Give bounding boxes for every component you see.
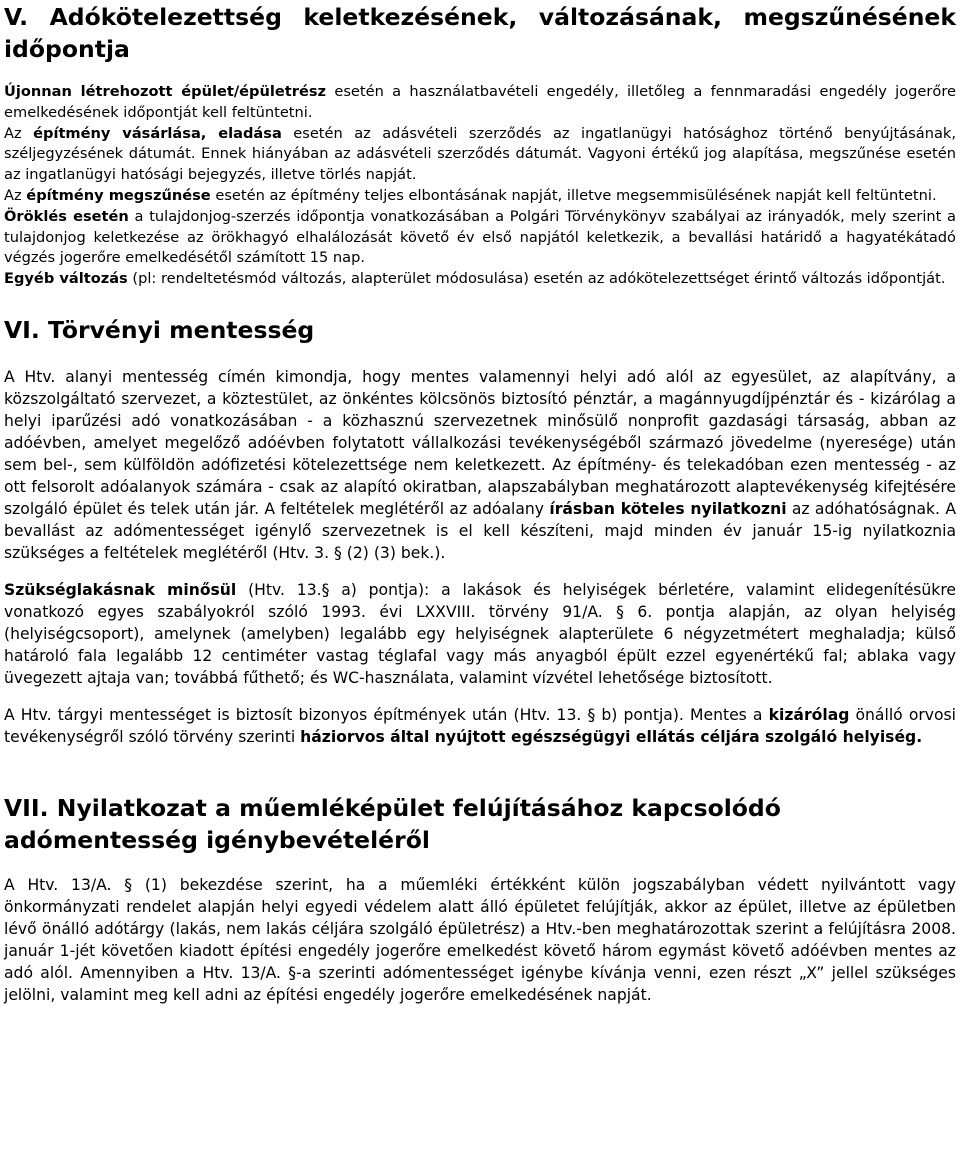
section-7-paragraph — [4, 874, 956, 1006]
bold-run: építmény vásárlása, eladása — [33, 124, 282, 142]
text-run: esetén az adásvételi szerződés az ingatlanügyi hatósághoz történő benyújtásának, széljegyzésének dátumát. Ennek hiányában az adásvételi szerződés dátumát. Vagyoni értékű jog alapítása, megszűnése esetén az ingatlanügyi hatósági bejegyzés, illetve törlés napját. — [4, 124, 956, 184]
section-5-body — [4, 82, 956, 290]
section-6-paragraph — [4, 579, 956, 689]
bold-run: írásban köteles nyilatkozni — [549, 499, 787, 518]
section-6-paragraph — [4, 704, 956, 748]
section-5-paragraph — [4, 186, 956, 207]
text-run: esetén a használatbavételi engedély, illetőleg a fennmaradási engedély jogerőre emelkedésének időpontját kell feltüntetni. — [4, 83, 956, 121]
section-5-paragraph — [4, 207, 956, 269]
section-6-title: VI. Törvényi mentesség — [4, 315, 315, 344]
bold-run: Egyéb változás — [4, 270, 128, 288]
paragraph-gap — [4, 689, 956, 704]
bold-run: kizárólag — [768, 705, 850, 724]
section-7-body — [4, 874, 956, 1006]
text-run: a tulajdonjog-szerzés időpontja vonatkozásában a Polgári Törvénykönyv szabályai az irányadók, mely szerint a tulajdonjog keletkezése az örökhagyó elhalálozását követő év első napjától keletkezik, a bevallási határidő a hagyatékátadó végzés jogerőre emelkedésétől számított 15 nap. — [4, 207, 957, 267]
bold-run: építmény megszűnése — [26, 186, 211, 204]
text-run: az adóhatóságnak. A bevallást az adómentességet igénylő szervezetnek is el kell készíteni, majd minden év január 15-ig nyilatkoznia szükséges a feltételek meglétéről (Htv. 3. § (2) (3) bek.). — [4, 499, 956, 562]
bold-run: Öröklés esetén — [4, 207, 129, 225]
text-run: Az — [4, 186, 27, 204]
text-run: (Htv. 13.§ a) pontja): a lakások és helyiségek bérletére, valamint elidegenítésükre vonatkozó egyes szabályokról szóló 1993. évi LXXVIII. törvény 91/A. § 6. pontja alapján, az olyan helyiség (helyiségcsoport), amelynek (amelyben) legalább egy helyiségnek alapterülete 6 négyzetmétert meghaladja; külső határoló fala legalább 12 centiméter vastag téglafal vagy más anyagból épült ezzel egyenértékű fal; ablaka vagy üvegezett ajtaja van; továbbá fűthető; és WC-használata, valamint vízvétel lehetősége biztosított. — [4, 580, 956, 687]
text-run: A Htv. alanyi mentesség címén kimondja, hogy mentes valamennyi helyi adó alól az egyesület, az alapítvány, a közszolgáltató szervezet, a köztestület, az önkéntes kölcsönös biztosító pénztár, a magánnyugdíjpénztár és - kizárólag a helyi iparűzési adó vonatkozásában - a közhasznú szervezetnek minősülő nonprofit gazdasági társaság, abban az adóévben, amelyet megelőző adóévben folytatott vállalkozási tevékenységéből származó jövedelme (nyeresége) után sem bel-, sem külföldön adófizetési kötelezettsége nem keletkezett. Az építmény- és telekadóban ezen mentesség - az ott felsorolt adóalanyok számára - csak az alapító okiratban, alapszabályban meghatározott alaptevékenység kifejtésére szolgáló épület és telek után jár. A feltételek meglétéről az adóalany — [4, 367, 956, 518]
bold-run: Újonnan létrehozott épület/épületrész — [4, 83, 327, 100]
bold-run: háziorvos által nyújtott egészségügyi ellátás céljára szolgáló helyiség. — [300, 727, 923, 746]
text-run: A Htv. 13/A. § (1) bekezdése szerint, ha a műemléki értékként külön jogszabályban védett nyilvántott vagy önkormányzati rendelet alapján helyi egyedi védelem alatt álló épületet felújítják, akkor az épület, illetve az épületben lévő önálló adótárgy (lakás, nem lakás céljára szolgáló épületrész) a Htv.-ben meghatározottak szerint a felújításra 2008. január 1-jét követően kiadott építési engedély jogerőre emelkedést követő három egymást követő adóévben mentes az adó alól. Amennyiben a Htv. 13/A. §-a szerinti adómentességet igénybe kívánja venni, ezen részt „X” jellel szükséges jelölni, valamint meg kell adni az építési engedély jogerőre emelkedésének napját. — [4, 875, 956, 1004]
text-run: (pl: rendeltetésmód változás, alapterület módosulása) esetén az adókötelezettséget érintő változás időpontját. — [127, 270, 946, 288]
section-5-paragraph — [4, 124, 956, 186]
text-run: önálló orvosi tevékenységről szóló törvény szerinti — [4, 705, 957, 746]
section-7-title: VII. Nyilatkozat a műemléképület felújításához kapcsolódó adómentesség igénybevételéről — [4, 793, 781, 854]
section-5-paragraph — [4, 269, 956, 290]
section-6-body — [4, 366, 956, 748]
section-5-title: V. Adókötelezettség keletkezésének, változásának, megszűnésének időpontja — [4, 3, 956, 63]
paragraph-gap — [4, 564, 956, 579]
section-5-paragraph — [4, 82, 956, 124]
text-run: A Htv. tárgyi mentességet is biztosít bizonyos építmények után (Htv. 13. § b) pontja). Mentes a — [4, 705, 769, 724]
section-6-paragraph — [4, 366, 956, 564]
text-run: Az — [4, 124, 34, 142]
text-run: esetén az építmény teljes elbontásának napját, illetve megsemmisülésének napját kell feltüntetni. — [210, 186, 937, 204]
bold-run: Szükséglakásnak minősül — [4, 580, 237, 599]
